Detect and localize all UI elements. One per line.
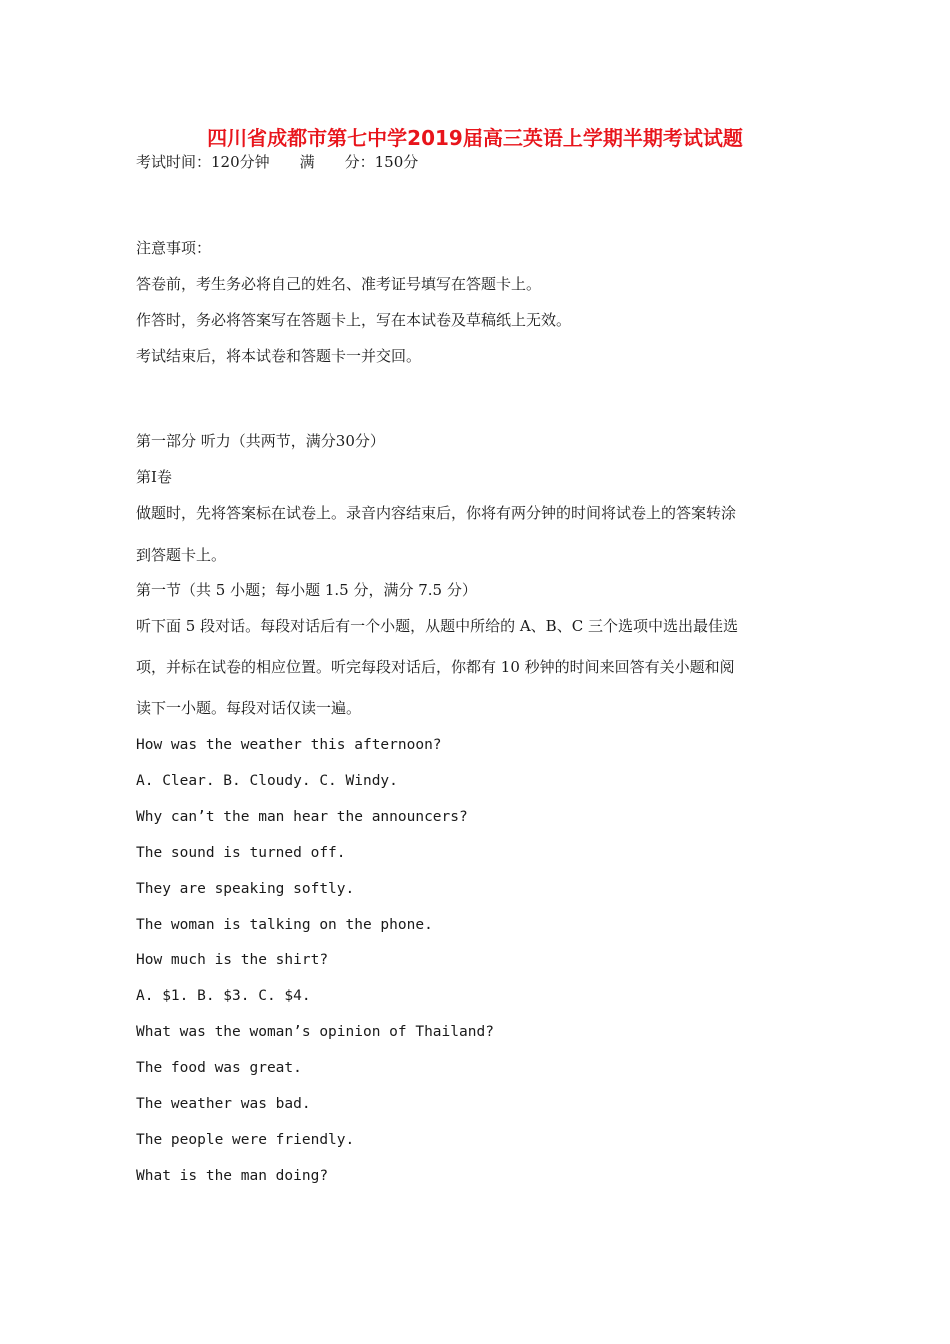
answer-options: A. $1. B. $3. C. $4. (136, 988, 311, 1004)
instructions-line: 项，并标在试卷的相应位置。听完每段对话后，你都有 10 秒钟的时间来回答有关小题和阅 (136, 658, 735, 676)
exam-info: 考试时间：120分钟 满 分：150分 (136, 153, 419, 171)
volume-heading: 第Ⅰ卷 (136, 468, 172, 486)
notice-item: 作答时，务必将答案写在答题卡上，写在本试卷及草稿纸上无效。 (136, 311, 572, 329)
answer-options: A. Clear. B. Cloudy. C. Windy. (136, 773, 398, 789)
notice-item: 答卷前，考生务必将自己的姓名、准考证号填写在答题卡上。 (136, 275, 542, 293)
document-title: 四川省成都市第七中学2019届高三英语上学期半期考试试题 (207, 126, 743, 150)
question-text: What is the man doing? (136, 1168, 329, 1184)
instructions-line: 听下面 5 段对话。每段对话后有一个小题，从题中所给的 A、B、C 三个选项中选出最佳选 (136, 617, 738, 635)
answer-option: They are speaking softly. (136, 881, 355, 897)
instructions-line: 读下一小题。每段对话仅读一遍。 (136, 699, 362, 717)
section1-heading: 第一节（共 5 小题；每小题 1.5 分，满分 7.5 分） (136, 581, 477, 599)
instructions-line: 到答题卡上。 (136, 546, 227, 564)
notice-item: 考试结束后，将本试卷和答题卡一并交回。 (136, 347, 422, 365)
answer-option: The food was great. (136, 1060, 302, 1076)
question-text: How was the weather this afternoon? (136, 737, 442, 753)
answer-option: The people were friendly. (136, 1132, 355, 1148)
answer-option: The weather was bad. (136, 1096, 311, 1112)
question-text: Why can’t the man hear the announcers? (136, 809, 468, 825)
question-text: How much is the shirt? (136, 952, 329, 968)
question-text: What was the woman’s opinion of Thailand? (136, 1024, 494, 1040)
answer-option: The woman is talking on the phone. (136, 917, 433, 933)
notice-heading: 注意事项： (136, 239, 212, 257)
part1-heading: 第一部分 听力（共两节，满分30分） (136, 432, 385, 450)
instructions-line: 做题时，先将答案标在试卷上。录音内容结束后，你将有两分钟的时间将试卷上的答案转涂 (136, 504, 737, 522)
answer-option: The sound is turned off. (136, 845, 346, 861)
